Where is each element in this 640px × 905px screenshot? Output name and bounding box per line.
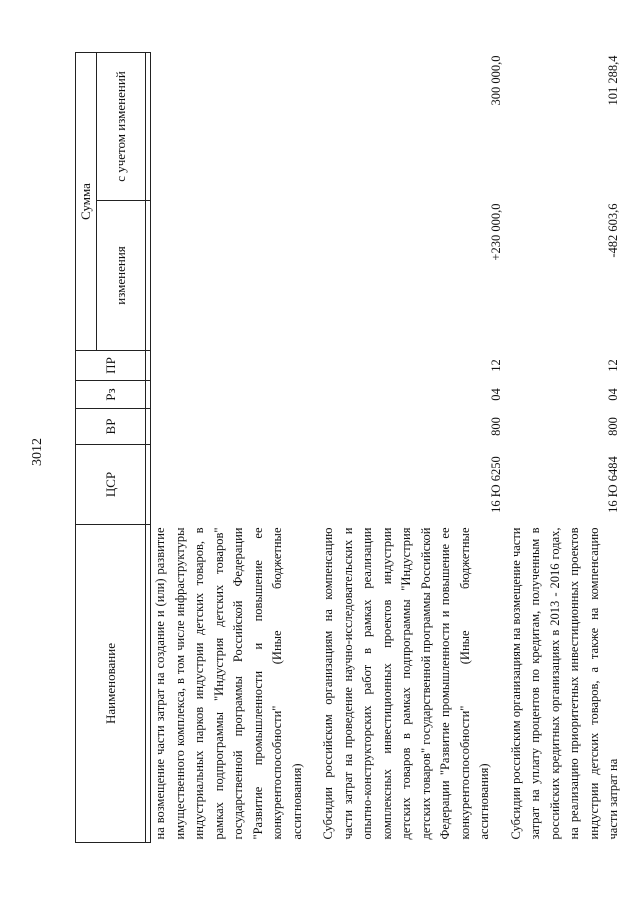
row-change bbox=[151, 201, 320, 351]
row-name: Субсидии российским организациям на компенсацию части затрат на проведение научно-исследовательских и опытно-конструкторских работ в рамках реализации комплексных инвестиционных проектов индустрии детских товаров в рамках подпрограммы "Индустрия детских товаров" государственной программы Российской Федерации "Развитие промышленности и повышение ее конкурентоспособности" (Иные бюджетные ассигнования) bbox=[321, 527, 491, 840]
header-vr: ВР bbox=[76, 409, 146, 445]
row-vr: 800 bbox=[606, 417, 620, 436]
row-rz bbox=[151, 381, 320, 409]
header-csr: ЦСР bbox=[76, 445, 146, 525]
budget-table-rotated bbox=[75, 53, 620, 843]
header-name: Наименование bbox=[76, 525, 146, 843]
row-vr bbox=[151, 409, 320, 445]
row-total: 300 000,0 bbox=[489, 55, 503, 106]
row-rz: 04 bbox=[606, 388, 620, 401]
row-total bbox=[151, 53, 320, 201]
row-pr: 12 bbox=[606, 359, 620, 372]
row-pr: 12 bbox=[489, 359, 503, 372]
header-changes: изменения bbox=[97, 201, 146, 351]
row-total: 101 288,4 bbox=[606, 55, 620, 106]
header-pr: ПР bbox=[76, 351, 146, 381]
row-pr bbox=[151, 351, 320, 381]
header-sum: Сумма bbox=[76, 53, 97, 351]
row-csr bbox=[151, 445, 320, 525]
page-number: 3012 bbox=[30, 438, 45, 466]
table-row bbox=[319, 53, 507, 843]
row-csr: 16 Ю 6250 bbox=[489, 456, 503, 513]
row-csr: 16 Ю 6484 bbox=[606, 456, 620, 513]
budget-table bbox=[75, 52, 624, 843]
header-rz: Рз bbox=[76, 381, 146, 409]
row-name: на возмещение части затрат на создание и (или) развитие имущественного комплекса, в том числе инфраструктуры индустриальных парков индустрии детских товаров, в рамках подпрограммы "Индустрия детских товаров" государственной программы Российской Федерации "Развитие промышленности и повышение ее конкурентоспособности" (Иные бюджетные ассигнования) bbox=[153, 527, 304, 840]
row-rz: 04 bbox=[489, 388, 503, 401]
table-row bbox=[507, 53, 624, 843]
row-change: -482 603,6 bbox=[606, 203, 620, 258]
row-name: Субсидии российским организациям на возмещение части затрат на уплату процентов по кредитам, полученным в российских кредитных организациях в 2013 - 2016 годах, на реализацию приоритетных инвестиционных проектов индустрии детских товаров, а также на компенсацию части затрат на bbox=[508, 527, 620, 840]
table-row bbox=[151, 53, 320, 843]
row-change: +230 000,0 bbox=[489, 203, 503, 261]
row-vr: 800 bbox=[489, 417, 503, 436]
header-with-changes: с учетом изменений bbox=[97, 53, 146, 201]
